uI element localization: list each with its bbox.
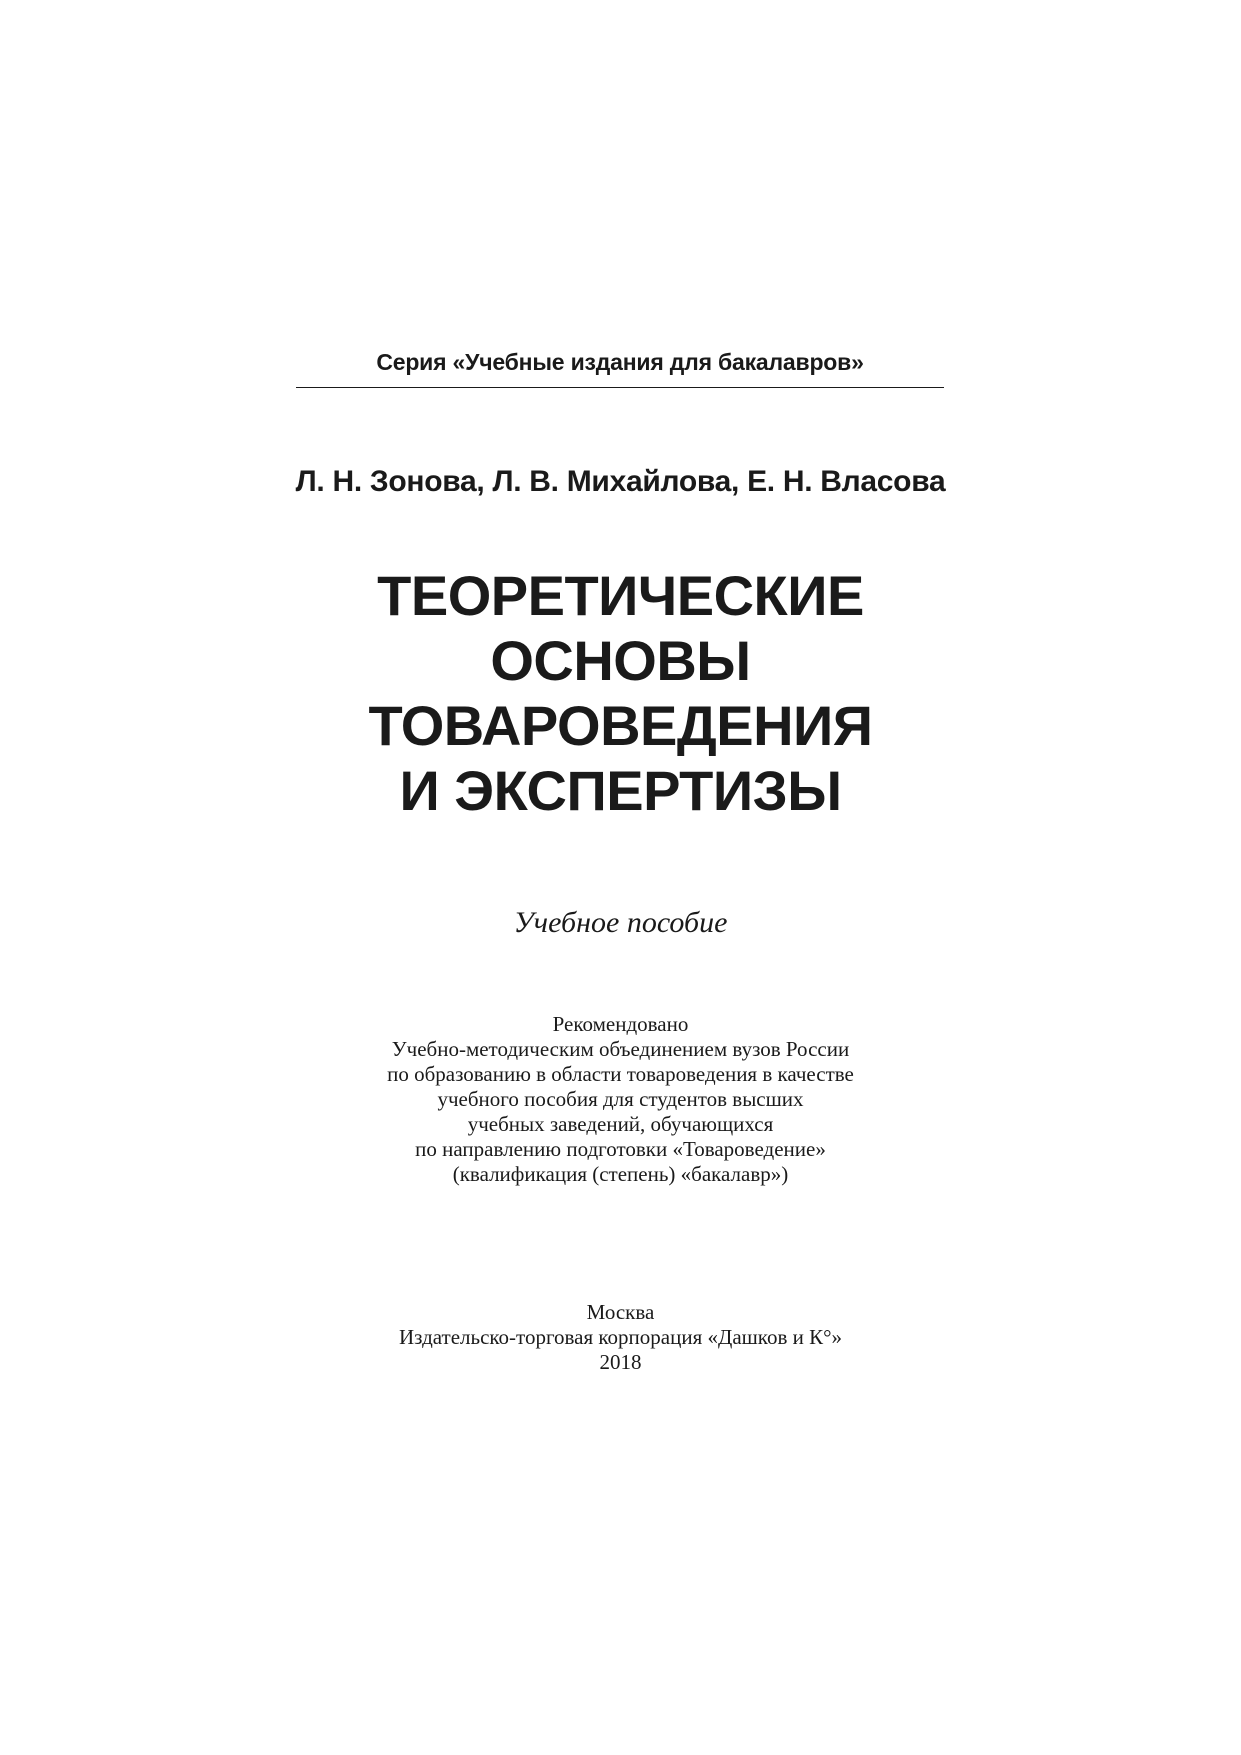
imprint-year: 2018 <box>599 1350 642 1374</box>
imprint-city: Москва <box>586 1300 655 1324</box>
recommendation-line: по направлению подготовки «Товароведение» <box>415 1137 826 1161</box>
imprint-publisher: Издательско-торговая корпорация «Дашков и К°» <box>399 1325 842 1349</box>
book-title-line: ТОВАРОВЕДЕНИЯ <box>368 694 873 757</box>
series-line: Серия «Учебные издания для бакалавров» <box>376 349 864 375</box>
book-title-line: ОСНОВЫ <box>490 629 751 692</box>
book-title-line: ТЕОРЕТИЧЕСКИЕ <box>377 564 864 627</box>
recommendation-line: по образованию в области товароведения в качестве <box>387 1062 854 1086</box>
book-subtitle: Учебное пособие <box>513 906 728 939</box>
imprint-block <box>0 1300 1241 1375</box>
recommendation-line: (квалификация (степень) «бакалавр») <box>452 1162 789 1186</box>
recommendation-block <box>0 1012 1241 1187</box>
recommendation-line: учебного пособия для студентов высших <box>437 1087 804 1111</box>
book-title-line: И ЭКСПЕРТИЗЫ <box>399 759 842 822</box>
authors: Л. Н. Зонова, Л. В. Михайлова, Е. Н. Власова <box>295 465 946 498</box>
recommendation-line: Рекомендовано <box>552 1012 689 1036</box>
book-title <box>0 563 1241 823</box>
recommendation-line: Учебно-методическим объединением вузов России <box>391 1037 850 1061</box>
series-divider <box>296 387 944 388</box>
recommendation-line: учебных заведений, обучающихся <box>467 1112 774 1136</box>
